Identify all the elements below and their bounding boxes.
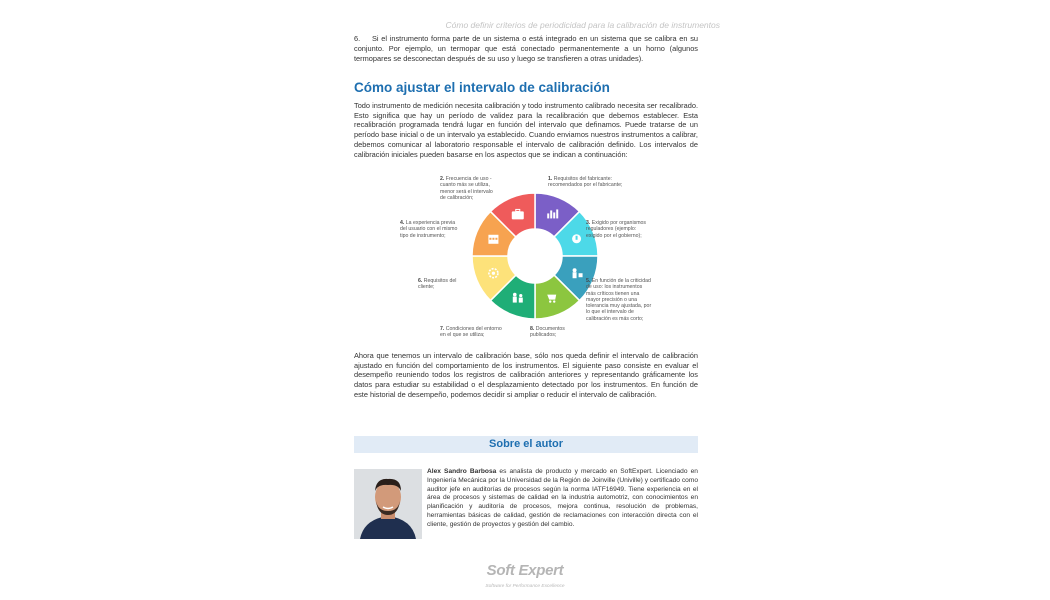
author-name: Alex Sandro Barbosa [427, 468, 497, 475]
list-item-text: Si el instrumento forma parte de un sistema o está integrado en un sistema que se calibra en su conjunto. Por ejemplo, un termopar que está conectado permanentemente a un horno (algunos termopares se desconectan después de su uso y luego se transfieren a otras unidades). [354, 34, 698, 64]
running-header: Cómo definir criterios de periodicidad para la calibración de instrumentos [445, 20, 720, 30]
criterion-label-5: 5. En función de la criticidad de uso: los instrumentos más críticos tienen una mayor precisión o una tolerancia muy ajustada, por lo que el intervalo de calibración es más corto; [586, 278, 652, 322]
list-item-number: 6. [354, 34, 361, 43]
criterion-label-8: 8. Documentos publicados; [530, 326, 565, 339]
softexpert-logo: Soft Expert Software for Performance Excellence [485, 562, 565, 589]
criterion-label-2: 2. Frecuencia de uso - cuanto más se utiliza, menor será el intervalo de calibración; [440, 176, 493, 201]
document-page [330, 0, 720, 600]
calendar-icon [488, 235, 498, 244]
criterion-label-7: 7. Condiciones del entorno en el que se utiliza; [440, 326, 502, 339]
criterion-label-4: 4. La experiencia previa del usuario con el mismo tipo de instrumento; [400, 220, 458, 239]
criterion-label-6: 6. Requisitos del cliente; [418, 278, 457, 291]
criterion-label-1: 1. Requisitos del fabricante: recomendados por el fabricante; [548, 176, 623, 189]
author-photo [354, 469, 422, 539]
expert-icon [572, 234, 581, 243]
criterion-label-3: 3. Exigido por organismos reguladores (ejemplo: exigido por el gobierno); [586, 220, 646, 239]
intro-paragraph: Todo instrumento de medición necesita calibración y todo instrumento calibrado necesita ser recalibrado. Esto significa que hay un período de validez para la recalibración que debemos establecer. Esta recalibración programada tendrá lugar en función del intervalo que definamos. Puede tratarse de un período base inicial o de un intervalo ya establecido. Cuando enviamos nuestros instrumentos a calibrar, debemos comunicar al laboratorio responsable el intervalo de calibración definido. Los intervalos de calibración iniciales pueden basarse en los aspectos que se indican a continuación: [354, 101, 698, 159]
author-section-banner: Sobre el autor [354, 436, 698, 453]
section-title: Cómo ajustar el intervalo de calibración [354, 80, 610, 95]
list-item-6 [354, 34, 698, 65]
calibration-criteria-diagram [390, 168, 680, 348]
closing-paragraph: Ahora que tenemos un intervalo de calibración base, sólo nos queda definir el intervalo de calibración ajustado en función del comportamiento de los instrumentos. El siguiente paso consiste en evaluar el desempeño reuniendo todos los registros de calibración anteriores y representando gráficamente los datos para estudiar su estabilidad o el desplazamiento detectado por los instrumentos. En función de este historial de desempeño, podemos decidir si ampliar o reducir el intervalo de calibración. [354, 351, 698, 399]
author-bio-text: es analista de producto y mercado en SoftExpert. Licenciado en Ingeniería Mecánica por la Universidad de la Región de Joinville (Univille) y certificado como auditor jefe en auditorías de procesos según la norma IATF16949. Tiene experiencia en el área de procesos y sistemas de calidad en la industria automotriz, con conocimientos en planificación y auditoría de procesos, mejora continua, resolución de problemas, herramientas básicas de calidad, gestión de reclamaciones con interacción directa con el cliente, gestión de proyectos y gestión del cambio. [427, 468, 698, 528]
author-bio [427, 468, 698, 530]
